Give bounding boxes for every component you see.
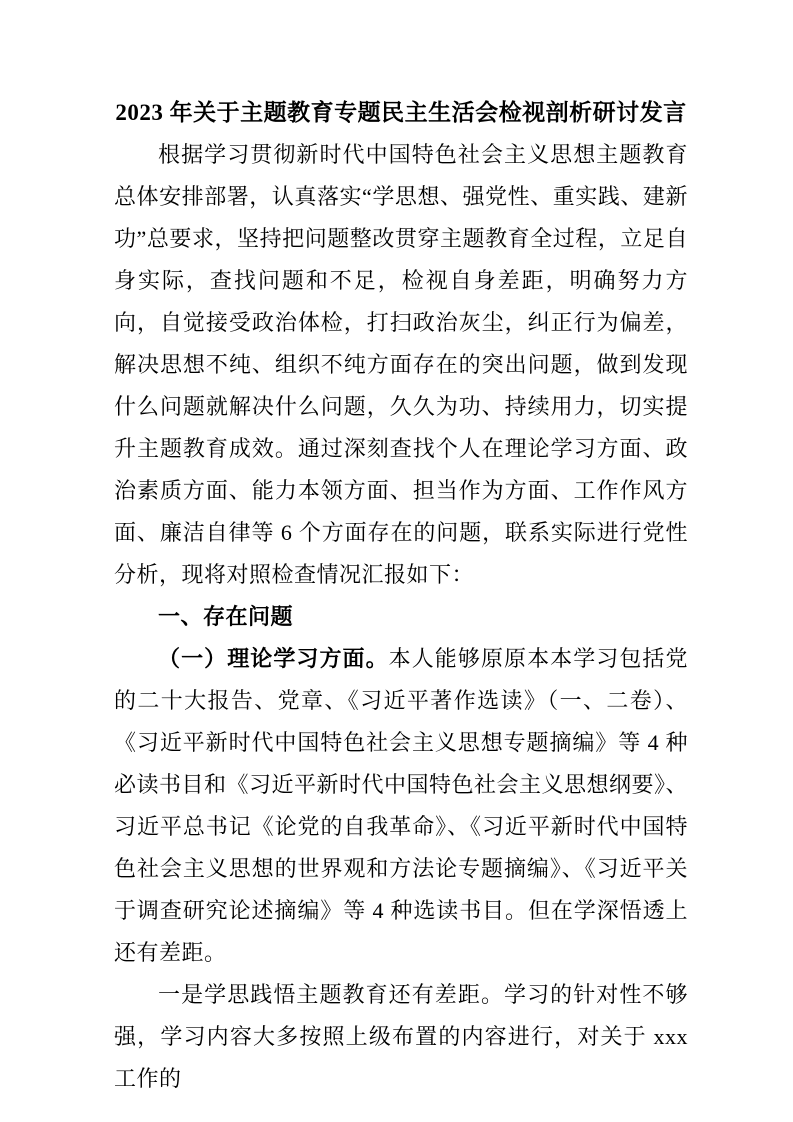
- paragraph-intro: 根据学习贯彻新时代中国特色社会主义思想主题教育总体安排部署，认真落实“学思想、强党性、重实践、建新功”总要求，坚持把问题整改贯穿主题教育全过程，立足自身实际，查找问题和不足，检视自身差距，明确努力方向，自觉接受政治体检，打扫政治灰尘，纠正行为偏差，解决思想不纯、组织不纯方面存在的突出问题，做到发现什么问题就解决什么问题，久久为功、持续用力，切实提升主题教育成效。通过深刻查找个人在理论学习方面、政治素质方面、能力本领方面、担当作为方面、工作作风方面、廉洁自律等 6 个方面存在的问题，联系实际进行党性分析，现将对照检查情况汇报如下：: [114, 142, 688, 587]
- section-heading-problems: 一、存在问题: [158, 604, 294, 629]
- paragraph-theory-lead: （一）理论学习方面。: [158, 646, 389, 671]
- paragraph-theory-study: [114, 638, 688, 974]
- document-title: 2023 年关于主题教育专题民主生活会检视剖析研讨发言: [115, 100, 687, 125]
- paragraph-study-gap: 一是学思践悟主题教育还有差距。学习的针对性不够强，学习内容大多按照上级布置的内容进行，对关于 xxx 工作的: [114, 982, 688, 1091]
- paragraph-theory-text: 本人能够原原本本学习包括党的二十大报告、党章、《习近平著作选读》（一、二卷）、《习近平新时代中国特色社会主义思想专题摘编》等 4 种必读书目和《习近平新时代中国特色社会主义思想纲要》、习近平总书记《论党的自我革命》、《习近平新时代中国特色社会主义思想的世界观和方法论专题摘编》、《习近平关于调查研究论述摘编》等 4 种选读书目。但在学深悟透上还有差距。: [114, 646, 689, 965]
